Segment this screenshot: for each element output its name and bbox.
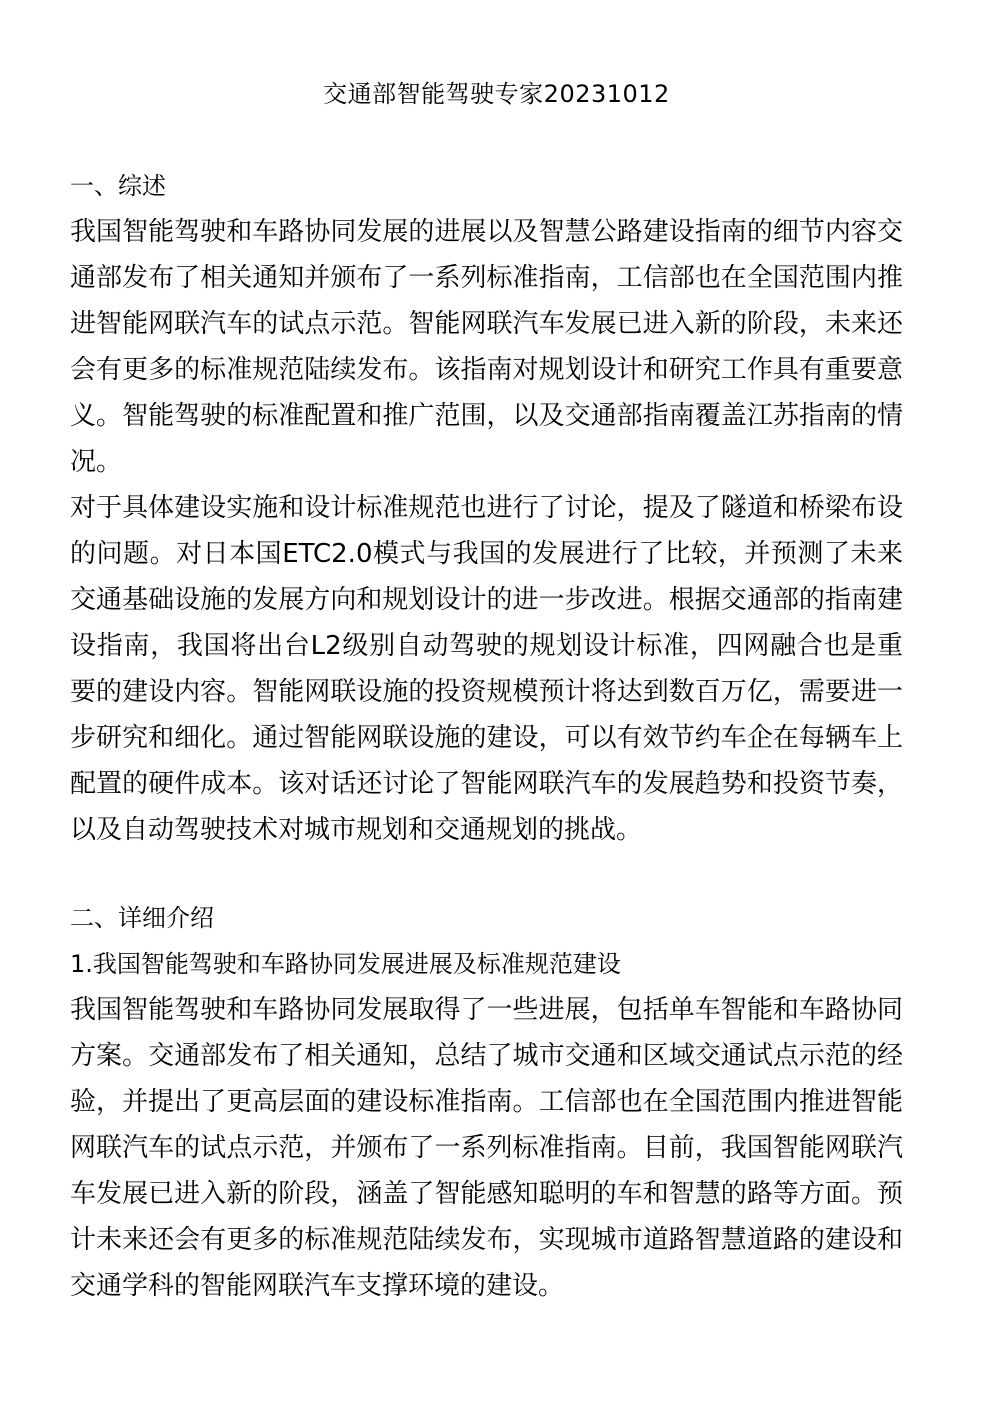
section-heading-overview: 一、综述 (70, 172, 166, 200)
section-heading-details: 二、详细介绍 (70, 904, 214, 932)
details-paragraph-1: 我国智能驾驶和车路协同发展取得了一些进展，包括单车智能和车路协同方案。交通部发布了相关通知，总结了城市交通和区域交通试点示范的经验，并提出了更高层面的建设标准指南。工信部也在全国范围内推进智能网联汽车的试点示范，并颁布了一系列标准指南。目前，我国智能网联汽车发展已进入新的阶段，涵盖了智能感知聪明的车和智慧的路等方面。预计未来还会有更多的标准规范陆续发布，实现城市道路智慧道路的建设和交通学科的智能网联汽车支撑环境的建设。 (70, 995, 903, 1301)
overview-paragraph-1: 我国智能驾驶和车路协同发展的进展以及智慧公路建设指南的细节内容交通部发布了相关通知并颁布了一系列标准指南，工信部也在全国范围内推进智能网联汽车的试点示范。智能网联汽车发展已进入新的阶段，未来还会有更多的标准规范陆续发布。该指南对规划设计和研究工作具有重要意义。智能驾驶的标准配置和推广范围，以及交通部指南覆盖江苏指南的情况。 (70, 217, 903, 477)
subsection-heading-1: 1.我国智能驾驶和车路协同发展进展及标准规范建设 (70, 950, 621, 978)
overview-paragraph-2: 对于具体建设实施和设计标准规范也进行了讨论，提及了隧道和桥梁布设的问题。对日本国ETC2.0模式与我国的发展进行了比较，并预测了未来交通基础设施的发展方向和规划设计的进一步改进。根据交通部的指南建设指南，我国将出台L2级别自动驾驶的规划设计标准，四网融合也是重要的建设内容。智能网联设施的投资规模预计将达到数百万亿，需要进一步研究和细化。通过智能网联设施的建设，可以有效节约车企在每辆车上配置的硬件成本。该对话还讨论了智能网联汽车的发展趋势和投资节奏，以及自动驾驶技术对城市规划和交通规划的挑战。 (70, 493, 903, 845)
document-title: 交通部智能驾驶专家20231012 (323, 80, 670, 108)
